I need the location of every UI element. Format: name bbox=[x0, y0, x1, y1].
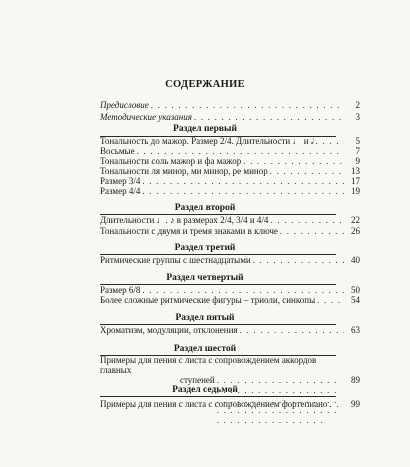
section-heading: Раздел первый bbox=[173, 124, 237, 134]
section-divider bbox=[100, 396, 336, 397]
section-heading: Раздел седьмой bbox=[172, 385, 238, 395]
toc-entry: Размер 6/8 . . . 50 bbox=[100, 285, 360, 296]
section-heading: Раздел третий bbox=[174, 243, 236, 253]
toc-entry: Тональность до мажор. Размер 2/4. Длительности ♩ и 𝅗𝅥 . . . 5 bbox=[100, 136, 360, 147]
page-title: СОДЕРЖАНИЕ bbox=[165, 79, 245, 90]
toc-entry: Размер 3/4 . . . 17 bbox=[100, 176, 360, 187]
toc-entry: Примеры для пения с листа с сопровождением аккордов главных ступеней . . . 89 bbox=[100, 355, 360, 377]
section-heading: Раздел четвертый bbox=[166, 273, 244, 283]
toc-entry: Примеры для пения с листа с сопровождением фортепиано . . . 99 bbox=[100, 399, 360, 410]
toc-entry: Тональности с двумя и тремя знаками в ключе . . . 26 bbox=[100, 226, 360, 237]
section-heading: Раздел шестой bbox=[173, 344, 237, 354]
toc-entry: Длительности ♩. ♪ в размерах 2/4, 3/4 и 4/4 . . . 22 bbox=[100, 215, 360, 226]
toc-entry: Тональности ля минор, ми минор, ре минор . . . 13 bbox=[100, 166, 360, 177]
toc-entry-preface: Предисловие . . . 2 bbox=[100, 100, 360, 111]
toc-entry: Более сложные ритмические фигуры – триоли, синкопы . . . 54 bbox=[100, 295, 360, 306]
toc-entry-guidelines: Методические указания . . . 3 bbox=[100, 112, 360, 123]
section-heading: Раздел второй bbox=[174, 203, 236, 213]
section-heading: Раздел пятый bbox=[175, 313, 235, 323]
toc-entry: Размер 4/4 . . . 19 bbox=[100, 186, 360, 197]
toc-entry: Тональности соль мажор и фа мажор . . . 9 bbox=[100, 156, 360, 167]
toc-entry: Восьмые . . . 7 bbox=[100, 146, 360, 157]
toc-entry: Ритмические группы с шестнадцатыми . . . 40 bbox=[100, 255, 360, 266]
toc-entry: Хроматизм, модуляции, отклонения . . . 63 bbox=[100, 325, 360, 336]
